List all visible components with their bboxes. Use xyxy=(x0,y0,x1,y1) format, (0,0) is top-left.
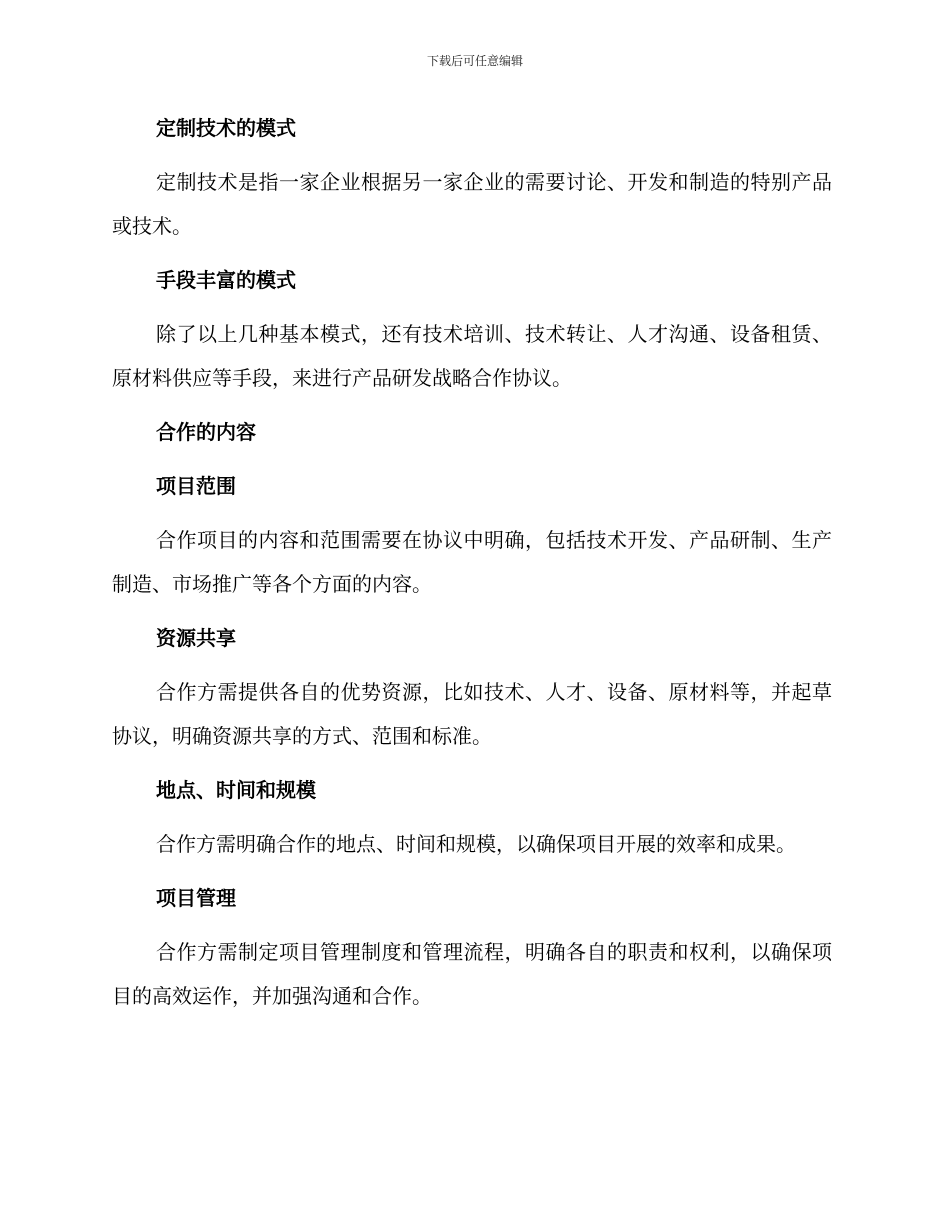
section-heading-project-scope: 项目范围 xyxy=(156,474,236,498)
section-paragraph-place-time-scale: 合作方需明确合作的地点、时间和规模，以确保项目开展的效率和成果。 xyxy=(156,832,796,856)
section-paragraph-project-scope: 合作项目的内容和范围需要在协议中明确，包括技术开发、产品研制、生产制造、市场推广等各个方面的内容。 xyxy=(112,528,832,596)
section-paragraph-resource-sharing: 合作方需提供各自的优势资源，比如技术、人才、设备、原材料等，并起草协议，明确资源共享的方式、范围和标准。 xyxy=(112,680,832,748)
section-heading-resource-sharing: 资源共享 xyxy=(156,626,236,650)
document-body xyxy=(112,106,832,1028)
section-heading-diverse-means: 手段丰富的模式 xyxy=(156,268,296,292)
section-paragraph-custom-tech: 定制技术是指一家企业根据另一家企业的需要讨论、开发和制造的特别产品或技术。 xyxy=(112,170,832,238)
section-paragraph-diverse-means: 除了以上几种基本模式，还有技术培训、技术转让、人才沟通、设备租赁、原材料供应等手段，来进行产品研发战略合作协议。 xyxy=(112,322,832,390)
section-heading-custom-tech: 定制技术的模式 xyxy=(156,116,296,140)
section-heading-cooperation-content: 合作的内容 xyxy=(156,420,256,444)
section-paragraph-project-management: 合作方需制定项目管理制度和管理流程，明确各自的职责和权利，以确保项目的高效运作，并加强沟通和合作。 xyxy=(112,940,832,1008)
page-header: 下载后可任意编辑 xyxy=(426,54,523,68)
section-heading-place-time-scale: 地点、时间和规模 xyxy=(156,778,316,802)
section-heading-project-management: 项目管理 xyxy=(156,886,236,910)
